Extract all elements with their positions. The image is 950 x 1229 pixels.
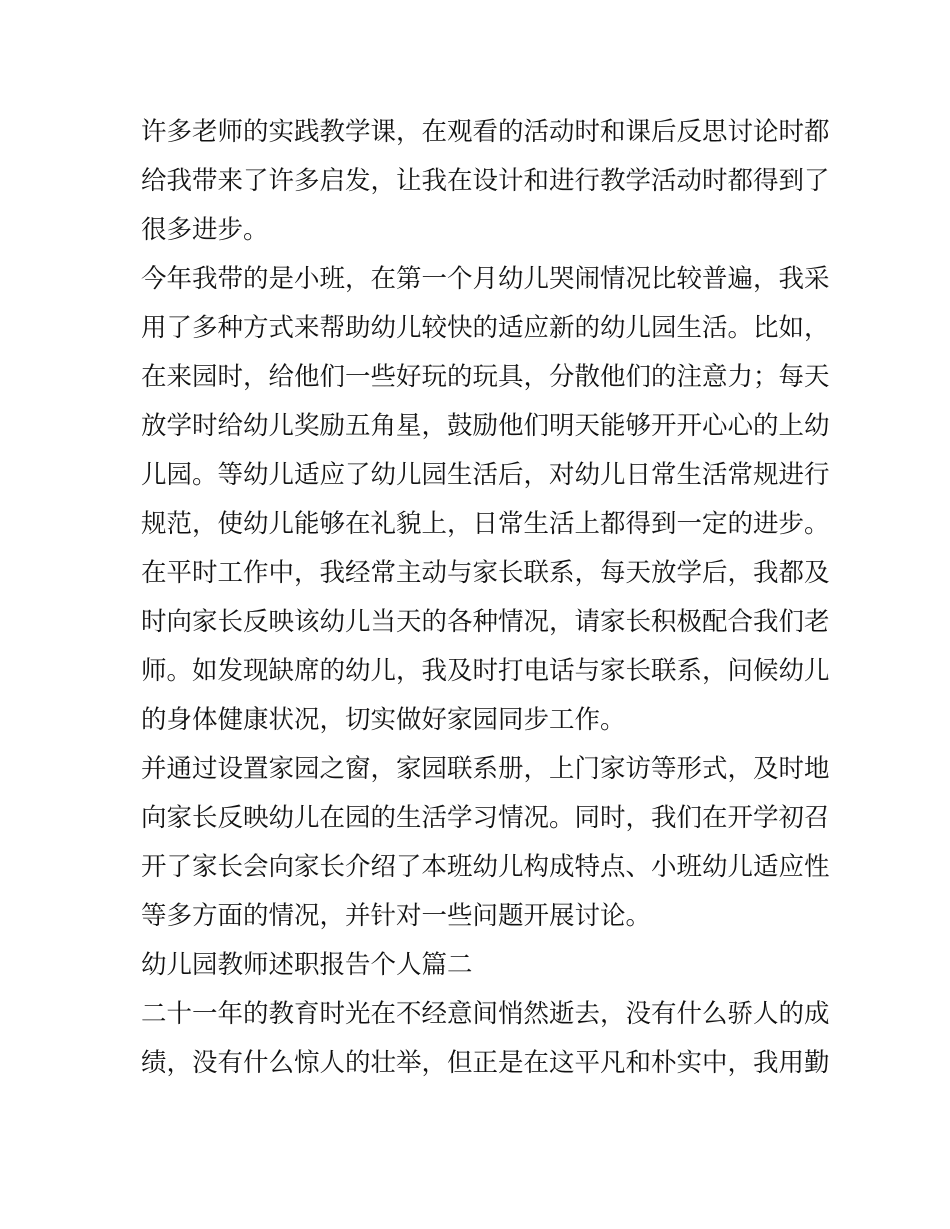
text-line: 开了家长会向家长介绍了本班幼儿构成特点、小班幼儿适应性	[141, 852, 830, 882]
text-line: 很多进步。	[141, 215, 269, 245]
text-line: 在平时工作中，我经常主动与家长联系，每天放学后，我都及	[141, 558, 830, 588]
text-line: 在来园时，给他们一些好玩的玩具，分散他们的注意力；每天	[141, 362, 830, 392]
text-line: 的身体健康状况，切实做好家园同步工作。	[141, 705, 626, 735]
text-line: 等多方面的情况，并针对一些问题开展讨论。	[141, 901, 652, 931]
text-line: 二十一年的教育时光在不经意间悄然逝去，没有什么骄人的成	[141, 999, 830, 1029]
text-line: 今年我带的是小班，在第一个月幼儿哭闹情况比较普遍，我采	[141, 264, 830, 294]
text-line: 向家长反映幼儿在园的生活学习情况。同时，我们在开学初召	[141, 803, 830, 833]
document-body	[141, 108, 830, 1088]
text-line: 时向家长反映该幼儿当天的各种情况，请家长积极配合我们老	[141, 607, 830, 637]
text-line: 绩，没有什么惊人的壮举，但正是在这平凡和朴实中，我用勤	[141, 1048, 830, 1078]
text-line: 给我带来了许多启发，让我在设计和进行教学活动时都得到了	[141, 166, 830, 196]
text-line: 放学时给幼儿奖励五角星，鼓励他们明天能够开开心心的上幼	[141, 411, 830, 441]
text-line: 许多老师的实践教学课，在观看的活动时和课后反思讨论时都	[141, 117, 830, 147]
text-line: 儿园。等幼儿适应了幼儿园生活后，对幼儿日常生活常规进行	[141, 460, 830, 490]
text-line: 师。如发现缺席的幼儿，我及时打电话与家长联系，问候幼儿	[141, 656, 830, 686]
text-line: 用了多种方式来帮助幼儿较快的适应新的幼儿园生活。比如，	[141, 313, 830, 343]
section-heading: 幼儿园教师述职报告个人篇二	[141, 950, 473, 980]
text-line: 规范，使幼儿能够在礼貌上，日常生活上都得到一定的进步。	[141, 509, 830, 539]
text-line: 并通过设置家园之窗，家园联系册，上门家访等形式，及时地	[141, 754, 830, 784]
